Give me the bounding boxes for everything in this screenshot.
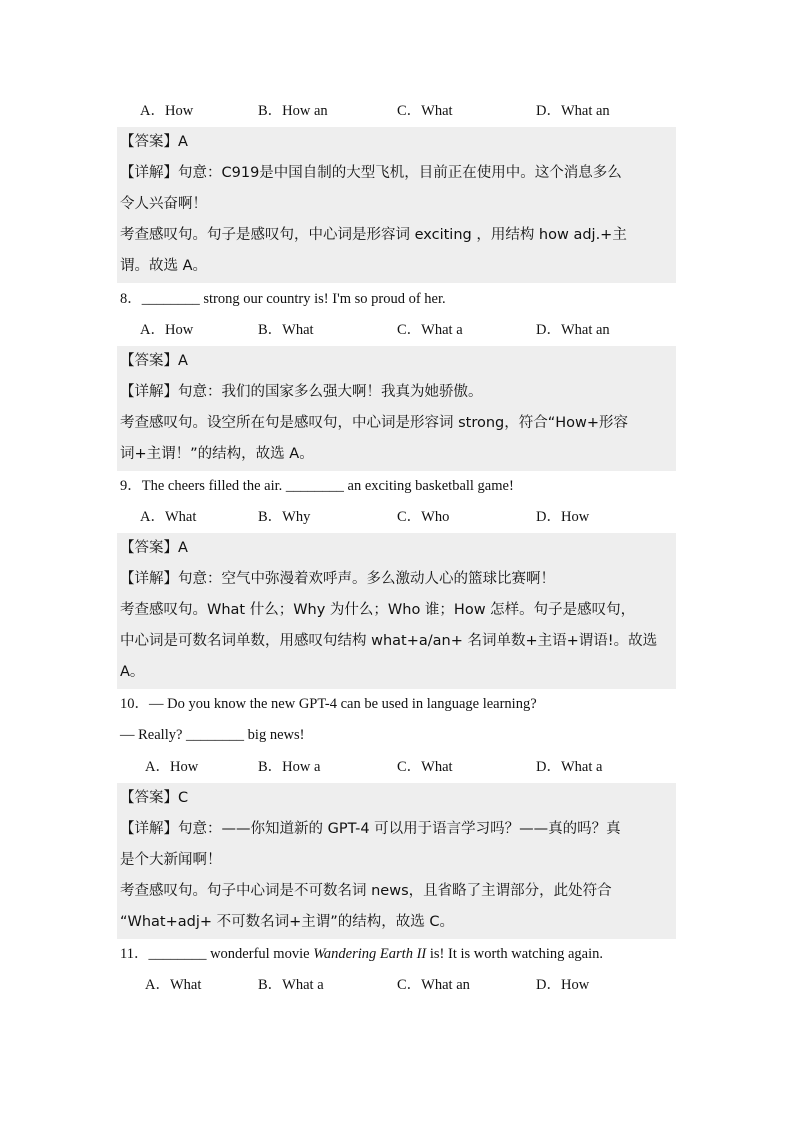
q7-detail-line: 令人兴奋啊！ <box>120 196 207 212</box>
q8-answer: 【答案】A <box>120 353 188 369</box>
q11-movie-title: Wandering Earth II <box>313 946 427 962</box>
q7-options <box>0 96 794 127</box>
q8-option-d[interactable]: D．What an <box>536 322 610 338</box>
q10-detail-line: 【详解】句意：——你知道新的 GPT-4 可以用于语言学习吗？——真的吗？真 <box>120 821 621 837</box>
q10-option-a[interactable]: A．How <box>145 759 199 775</box>
q11-options <box>0 970 794 1001</box>
q10-stem: 10．— Do you know the new GPT-4 can be used in language learning? <box>120 696 537 712</box>
q7-option-d[interactable]: D．What an <box>536 103 610 119</box>
q11-option-b[interactable]: B．What a <box>258 977 324 993</box>
q9-option-a[interactable]: A．What <box>140 509 197 525</box>
q8-stem: 8．________ strong our country is! I'm so proud of her. <box>120 291 446 307</box>
q10-options <box>0 752 794 783</box>
q10-stem-reply: — Really? ________ big news! <box>120 727 305 743</box>
q10-option-b[interactable]: B．How a <box>258 759 321 775</box>
q8-options <box>0 315 794 346</box>
q10-answer: 【答案】C <box>120 790 189 806</box>
q9-detail-line: 考查感叹句。What 什么；Why 为什么；Who 谁；How 怎样。句子是感叹句， <box>120 602 636 618</box>
q9-option-c[interactable]: C．Who <box>397 509 450 525</box>
q10-option-d[interactable]: D．What a <box>536 759 603 775</box>
q8-detail-line: 词+主谓！”的结构，故选 A。 <box>120 446 314 462</box>
q10-detail-line: 是个大新闻啊！ <box>120 852 222 868</box>
q9-option-d[interactable]: D．How <box>536 509 590 525</box>
q7-option-a[interactable]: A．How <box>140 103 194 119</box>
q11-stem <box>120 939 603 970</box>
q7-answer: 【答案】A <box>120 134 188 150</box>
q10-detail-line: 考查感叹句。句子中心词是不可数名词 news，且省略了主谓部分，此处符合 <box>120 883 612 899</box>
q7-option-c[interactable]: C．What <box>397 103 453 119</box>
q8-detail-line: 【详解】句意：我们的国家多么强大啊！我真为她骄傲。 <box>120 384 483 400</box>
q9-option-b[interactable]: B．Why <box>258 509 311 525</box>
q8-option-c[interactable]: C．What a <box>397 322 463 338</box>
q10-detail-line: “What+adj+ 不可数名词+主谓”的结构，故选 C。 <box>120 914 455 930</box>
q9-stem: 9．The cheers filled the air. ________ an exciting basketball game! <box>120 478 514 494</box>
q7-detail-line: 【详解】句意：C919是中国自制的大型飞机，目前正在使用中。这个消息多么 <box>120 165 622 181</box>
q9-detail-line: 【详解】句意：空气中弥漫着欢呼声。多么激动人心的篮球比赛啊！ <box>120 571 555 587</box>
q10-option-c[interactable]: C．What <box>397 759 453 775</box>
q8-option-a[interactable]: A．How <box>140 322 194 338</box>
q9-detail-line: 中心词是可数名词单数，用感叹句结构 what+a/an+ 名词单数+主语+谓语!。故选 <box>120 633 658 649</box>
q9-options <box>0 502 794 533</box>
q7-detail-line: 考查感叹句。句子是感叹句，中心词是形容词 exciting ，用结构 how adj.+主 <box>120 227 627 243</box>
q7-detail-line: 谓。故选 A。 <box>120 258 208 274</box>
q11-option-a[interactable]: A．What <box>145 977 202 993</box>
q8-option-b[interactable]: B．What <box>258 322 314 338</box>
q9-answer: 【答案】A <box>120 540 188 556</box>
q9-detail-line: A。 <box>120 664 145 680</box>
q11-option-c[interactable]: C．What an <box>397 977 470 993</box>
q8-detail-line: 考查感叹句。设空所在句是感叹句，中心词是形容词 strong，符合“How+形容 <box>120 415 629 431</box>
q11-stem-start: 11．________ wonderful movie <box>120 946 310 962</box>
q7-option-b[interactable]: B．How an <box>258 103 328 119</box>
q11-option-d[interactable]: D．How <box>536 977 590 993</box>
q11-stem-end: is! It is worth watching again. <box>426 946 604 962</box>
